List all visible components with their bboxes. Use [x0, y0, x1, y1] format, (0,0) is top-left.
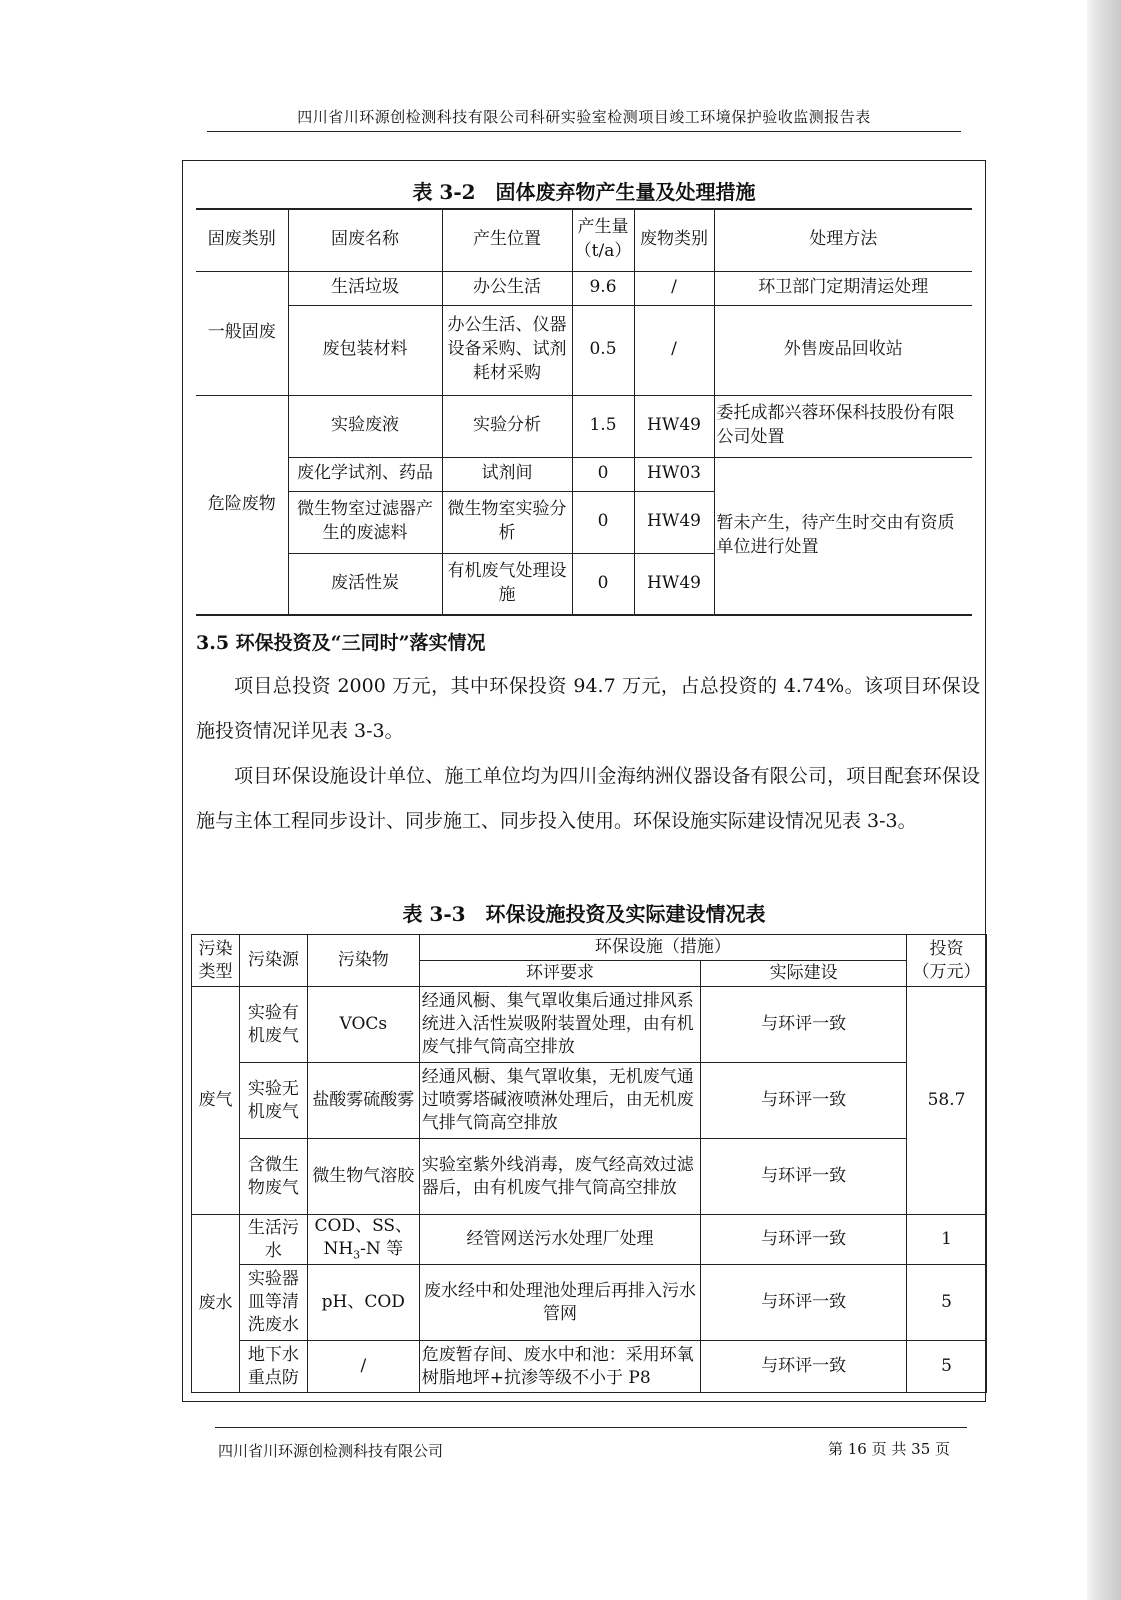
table-row: [196, 271, 972, 305]
waste-name: 废活性炭: [288, 553, 442, 615]
pollutant: 盐酸雾硫酸雾: [307, 1063, 419, 1139]
pollution-type-water: 废水: [192, 1215, 240, 1393]
section-3-5-title: 3.5 环保投资及“三同时”落实情况: [196, 632, 486, 654]
waste-name: 实验废液: [288, 395, 442, 457]
table-row: [192, 1265, 987, 1341]
waste-location: 实验分析: [442, 395, 572, 457]
pollutant-part-c: -N 等: [360, 1239, 404, 1260]
col-header-location: 产生位置: [442, 209, 572, 271]
waste-location: 有机废气处理设施: [442, 553, 572, 615]
waste-method: 委托成都兴蓉环保科技股份有限公司处置: [714, 395, 972, 457]
waste-type: HW03: [634, 457, 714, 491]
waste-method: 外售废品回收站: [714, 305, 972, 395]
table-row: [192, 1341, 987, 1393]
investment: 5: [907, 1341, 987, 1393]
waste-location: 试剂间: [442, 457, 572, 491]
col-header-facility: 环保设施（措施）: [419, 935, 906, 961]
investment: 5: [907, 1265, 987, 1341]
footer-divider: [215, 1427, 967, 1428]
col-header-name: 固废名称: [288, 209, 442, 271]
solid-waste-table: [196, 208, 972, 616]
waste-amount: 0: [572, 553, 634, 615]
waste-method-pending: 暂未产生，待产生时交由有资质单位进行处置: [714, 457, 972, 615]
waste-amount: 9.6: [572, 271, 634, 305]
pollutant: [307, 1215, 419, 1265]
pollutant: 微生物气溶胶: [307, 1139, 419, 1215]
col-header-pollutant: 污染物: [307, 935, 419, 987]
table-row: [192, 987, 987, 1063]
waste-type: /: [634, 305, 714, 395]
facility-actual: 与环评一致: [701, 1265, 907, 1341]
pollutant: pH、COD: [307, 1265, 419, 1341]
amount-header-line2: （t/a）: [574, 241, 632, 262]
table-row: [196, 305, 972, 395]
page-edge-shadow: [1087, 0, 1121, 1600]
col-header-actual: 实际建设: [701, 961, 907, 987]
col-header-requirement: 环评要求: [419, 961, 701, 987]
pollution-source: 生活污水: [239, 1215, 307, 1265]
facility-requirement: 经管网送污水处理厂处理: [419, 1215, 701, 1265]
waste-name: 废化学试剂、药品: [288, 457, 442, 491]
waste-amount: 1.5: [572, 395, 634, 457]
waste-location: 微生物室实验分析: [442, 491, 572, 553]
waste-location: 办公生活、仪器设备采购、试剂耗材采购: [442, 305, 572, 395]
pollutant-part-b: NH: [323, 1239, 354, 1260]
pollution-source: 含微生物废气: [239, 1139, 307, 1215]
waste-type: HW49: [634, 491, 714, 553]
table-3-3-caption: 表 3-3 环保设施投资及实际建设情况表: [402, 902, 766, 926]
pollution-source: 实验器皿等清洗废水: [239, 1265, 307, 1341]
pollution-source: 地下水重点防: [239, 1341, 307, 1393]
paragraph-three-simultaneous: 项目环保设施设计单位、施工单位均为四川金海纳洲仪器设备有限公司，项目配套环保设施与主体工程同步设计、同步施工、同步投入使用。环保设施实际建设情况见表 3-3。: [196, 765, 980, 832]
investment: 1: [907, 1215, 987, 1265]
waste-amount: 0: [572, 491, 634, 553]
investment-header-line2: （万元）: [912, 961, 981, 982]
facility-requirement: 经通风橱、集气罩收集，无机废气通过喷雾塔碱液喷淋处理后，由无机废气排气筒高空排放: [419, 1063, 701, 1139]
investment-header-line1: 投资: [929, 938, 964, 959]
waste-method: 环卫部门定期清运处理: [714, 271, 972, 305]
table-row: [196, 457, 972, 491]
footer-company: 四川省川环源创检测科技有限公司: [218, 1442, 444, 1460]
amount-header-line1: 产生量: [577, 217, 629, 238]
col-header-amount: [572, 209, 634, 271]
table-row: [192, 1139, 987, 1215]
report-header: 四川省川环源创检测科技有限公司科研实验室检测项目竣工环境保护验收监测报告表: [207, 106, 961, 132]
category-general: 一般固废: [196, 271, 288, 395]
col-header-pollution-type: 污染类型: [192, 935, 240, 987]
pollution-source: 实验无机废气: [239, 1063, 307, 1139]
pollutant-subscript: 3: [353, 1248, 361, 1262]
paragraph-investment: 项目总投资 2000 万元，其中环保投资 94.7 万元，占总投资的 4.74%。该项目环保设施投资情况详见表 3-3。: [196, 675, 980, 742]
waste-name: 生活垃圾: [288, 271, 442, 305]
footer-page-number: 第 16 页 共 35 页: [828, 1440, 951, 1458]
investment-gas: 58.7: [907, 987, 987, 1215]
pollution-source: 实验有机废气: [239, 987, 307, 1063]
facility-actual: 与环评一致: [701, 1215, 907, 1265]
facility-actual: 与环评一致: [701, 1341, 907, 1393]
pollutant-part-a: COD、SS、: [314, 1216, 413, 1237]
waste-amount: 0: [572, 457, 634, 491]
facility-requirement: 废水经中和处理池处理后再排入污水管网: [419, 1265, 701, 1341]
waste-name: 微生物室过滤器产生的废滤料: [288, 491, 442, 553]
facility-requirement: 危废暂存间、废水中和池：采用环氧树脂地坪+抗渗等级不小于 P8: [419, 1341, 701, 1393]
waste-type: HW49: [634, 395, 714, 457]
col-header-investment: [907, 935, 987, 987]
col-header-method: 处理方法: [714, 209, 972, 271]
facility-actual: 与环评一致: [701, 1063, 907, 1139]
pollutant: VOCs: [307, 987, 419, 1063]
table-row: [196, 395, 972, 457]
waste-name: 废包装材料: [288, 305, 442, 395]
waste-location: 办公生活: [442, 271, 572, 305]
waste-type: HW49: [634, 553, 714, 615]
facility-actual: 与环评一致: [701, 987, 907, 1063]
col-header-category: 固废类别: [196, 209, 288, 271]
facility-requirement: 经通风橱、集气罩收集后通过排风系统进入活性炭吸附装置处理，由有机废气排气筒高空排放: [419, 987, 701, 1063]
waste-type: /: [634, 271, 714, 305]
table-row: [192, 1215, 987, 1265]
pollution-type-gas: 废气: [192, 987, 240, 1215]
facility-actual: 与环评一致: [701, 1139, 907, 1215]
env-investment-table: [191, 934, 987, 1393]
col-header-source: 污染源: [239, 935, 307, 987]
category-hazardous: 危险废物: [196, 395, 288, 615]
waste-amount: 0.5: [572, 305, 634, 395]
facility-requirement: 实验室紫外线消毒，废气经高效过滤器后，由有机废气排气筒高空排放: [419, 1139, 701, 1215]
table-3-2-caption: 表 3-2 固体废弃物产生量及处理措施: [412, 180, 756, 204]
col-header-type: 废物类别: [634, 209, 714, 271]
pollutant: /: [307, 1341, 419, 1393]
table-row: [192, 1063, 987, 1139]
